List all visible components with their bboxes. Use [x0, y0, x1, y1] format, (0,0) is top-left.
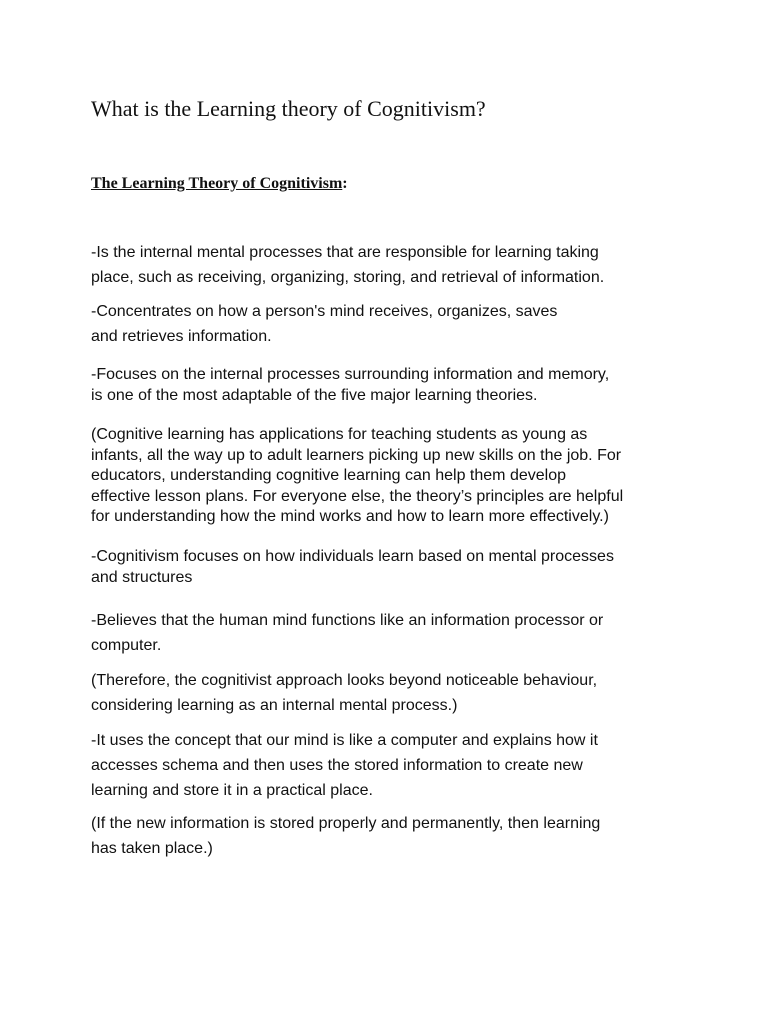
- paragraph-line: -Believes that the human mind functions like an information processor or: [91, 612, 604, 629]
- paragraph-focuses: [91, 365, 609, 406]
- section-heading: [91, 173, 348, 195]
- paragraph-line: infants, all the way up to adult learners picking up new skills on the job. For: [91, 446, 622, 464]
- paragraph-line: -Cognitivism focuses on how individuals learn based on mental processes: [91, 548, 614, 565]
- paragraph-line: and retrieves information.: [91, 328, 272, 345]
- paragraph-line: and structures: [91, 568, 193, 586]
- paragraph-concentrates: [91, 299, 557, 349]
- paragraph-line: considering learning as an internal mental process.): [91, 697, 458, 714]
- paragraph-line: (If the new information is stored properly and permanently, then learning: [91, 815, 601, 832]
- paragraph-line: -It uses the concept that our mind is like a computer and explains how it: [91, 732, 598, 749]
- document-title: What is the Learning theory of Cognitivism?: [91, 96, 486, 121]
- paragraph-line: for understanding how the mind works and how to learn more effectively.): [91, 508, 609, 525]
- paragraph-line: accesses schema and then uses the stored information to create new: [91, 757, 583, 774]
- paragraph-line: learning and store it in a practical place.: [91, 782, 373, 799]
- paragraph-internal-processes: [91, 240, 604, 290]
- paragraph-line: (Cognitive learning has applications for teaching students as young as: [91, 426, 588, 443]
- paragraph-line: is one of the most adaptable of the five major learning theories.: [91, 386, 538, 404]
- paragraph-information-stored: [91, 811, 600, 861]
- paragraph-line: -Is the internal mental processes that are responsible for learning taking: [91, 244, 599, 261]
- paragraph-line: has taken place.): [91, 840, 213, 857]
- paragraph-line: computer.: [91, 637, 162, 654]
- paragraph-line: (Therefore, the cognitivist approach looks beyond noticeable behaviour,: [91, 672, 598, 689]
- section-heading-colon: :: [342, 175, 348, 192]
- paragraph-mind-like-computer: [91, 728, 598, 803]
- paragraph-line: place, such as receiving, organizing, storing, and retrieval of information.: [91, 269, 605, 286]
- paragraph-line: effective lesson plans. For everyone else, the theory’s principles are helpful: [91, 487, 624, 505]
- paragraph-mental-processes: [91, 547, 614, 588]
- paragraph-information-processor: [91, 608, 603, 658]
- paragraph-line: -Concentrates on how a person's mind receives, organizes, saves: [91, 303, 558, 320]
- section-heading-text: The Learning Theory of Cognitivism: [91, 175, 343, 192]
- paragraph-line: -Focuses on the internal processes surrounding information and memory,: [91, 366, 610, 383]
- paragraph-cognitivist-approach: [91, 668, 597, 718]
- paragraph-cognitive-learning-applications: [91, 425, 623, 528]
- paragraph-line: educators, understanding cognitive learning can help them develop: [91, 467, 566, 484]
